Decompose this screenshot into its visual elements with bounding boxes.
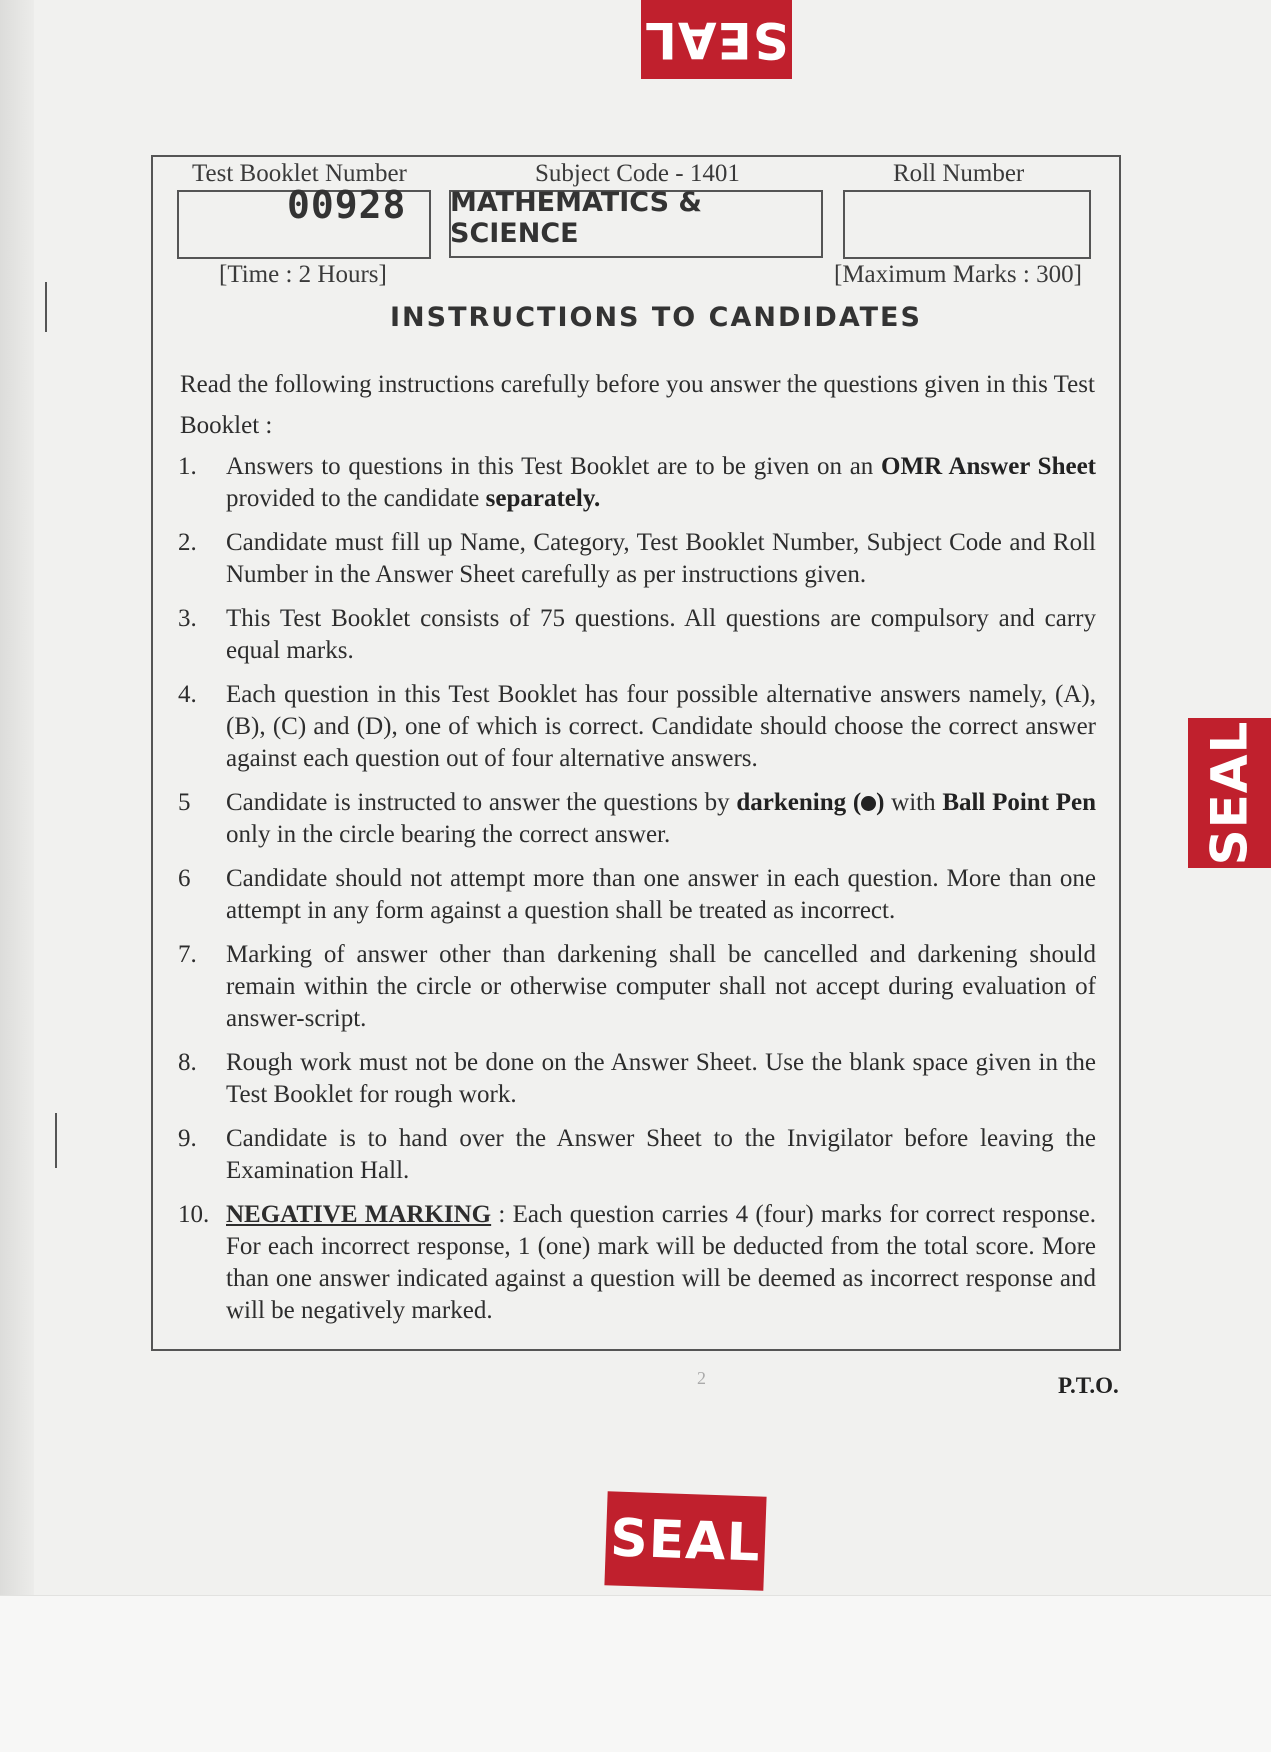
item-text: Candidate is to hand over the Answer Sheet to the Invigilator before leaving the Examination Hall.: [226, 1125, 1096, 1184]
item-number: 3.: [178, 605, 197, 632]
item-text: with: [884, 789, 943, 816]
item-bold: OMR Answer Sheet: [881, 453, 1096, 480]
item-text: : Each question carries 4 (four) marks for correct response. For each incorrect response, 1 (one) mark will be deducted from the total score. More than one answer indicated against a question will be deemed as incorrect response and will be negatively marked.: [226, 1201, 1096, 1324]
page-title: INSTRUCTIONS TO CANDIDATES: [390, 302, 922, 333]
item-text: Candidate should not attempt more than one answer in each question. More than one attempt in any form against a question shall be treated as incorrect.: [226, 865, 1096, 924]
item-number: 1.: [178, 453, 197, 480]
item-text: Marking of answer other than darkening shall be cancelled and darkening should remain within the circle or otherwise computer shall not accept during evaluation of answer-script.: [226, 941, 1096, 1032]
item-bold: Ball Point Pen: [942, 789, 1096, 816]
paper-background: [0, 1595, 1271, 1752]
item-number: 10.: [178, 1201, 210, 1228]
subject-name: MATHEMATICS & SCIENCE: [450, 187, 702, 249]
seal-text: SEAL: [644, 10, 789, 69]
item-bold: darkening (: [736, 789, 862, 816]
instruction-item: [178, 527, 1096, 591]
roll-number-label: Roll Number: [893, 160, 1025, 187]
item-number: 4.: [178, 681, 197, 708]
item-bold: separately.: [485, 485, 601, 512]
instruction-item: [178, 1123, 1096, 1187]
seal-text: SEAL: [1200, 720, 1259, 866]
item-number: 8.: [178, 1049, 197, 1076]
item-text: Candidate must fill up Name, Category, Test Booklet Number, Subject Code and Roll Number in the Answer Sheet carefully as per instructions given.: [226, 529, 1096, 588]
booklet-number-value: 00928: [287, 183, 407, 227]
intro-text: Read the following instructions carefully before you answer the questions given in this Test Booklet :: [180, 371, 1095, 439]
instruction-item: [178, 1047, 1096, 1111]
item-text: only in the circle bearing the correct answer.: [226, 821, 671, 848]
paper-edge: [0, 0, 34, 1600]
instruction-item: [178, 603, 1096, 667]
subject-code-label: Subject Code - 1401: [535, 160, 740, 187]
item-text: Rough work must not be done on the Answer Sheet. Use the blank space given in the Test Booklet for rough work.: [226, 1049, 1096, 1108]
item-number: 7.: [178, 941, 197, 968]
negative-marking-label: NEGATIVE MARKING: [226, 1201, 492, 1228]
item-text: Each question in this Test Booklet has four possible alternative answers namely, (A), (B), (C) and (D), one of which is correct. Candidate should choose the correct answer against each question out of four alternative answers.: [226, 681, 1096, 772]
item-number: 9.: [178, 1125, 197, 1152]
item-number: 6: [178, 865, 191, 892]
booklet-number-label: Test Booklet Number: [192, 160, 407, 187]
instruction-item: [178, 451, 1096, 515]
item-number: 5: [178, 789, 191, 816]
page-number: 2: [697, 1368, 706, 1388]
maximum-marks: [Maximum Marks : 300]: [834, 261, 1082, 288]
item-text: provided to the candidate: [226, 485, 486, 512]
seal-text: SEAL: [609, 1508, 762, 1574]
pen-mark: [55, 1113, 57, 1168]
exam-time: [Time : 2 Hours]: [219, 261, 387, 288]
item-bold: ): [876, 789, 885, 816]
instruction-list: [178, 451, 1096, 1339]
instruction-item: [178, 939, 1096, 1035]
filled-circle-icon: [861, 796, 876, 811]
seal-sticker-top: [641, 0, 792, 79]
pto-label: P.T.O.: [1058, 1373, 1119, 1398]
item-text: Candidate is instructed to answer the questions by: [226, 789, 737, 816]
item-text: This Test Booklet consists of 75 questions. All questions are compulsory and carry equal marks.: [226, 605, 1096, 664]
item-text: Answers to questions in this Test Booklet are to be given on an: [226, 453, 882, 480]
instruction-item: [178, 787, 1096, 851]
pen-mark: [45, 282, 47, 332]
seal-sticker-right: [1188, 718, 1271, 868]
instruction-item: [178, 1199, 1096, 1327]
instruction-item: [178, 679, 1096, 775]
seal-sticker-bottom: [604, 1491, 766, 1590]
roll-number-box[interactable]: [843, 190, 1091, 259]
item-number: 2.: [178, 529, 197, 556]
instruction-item: [178, 863, 1096, 927]
